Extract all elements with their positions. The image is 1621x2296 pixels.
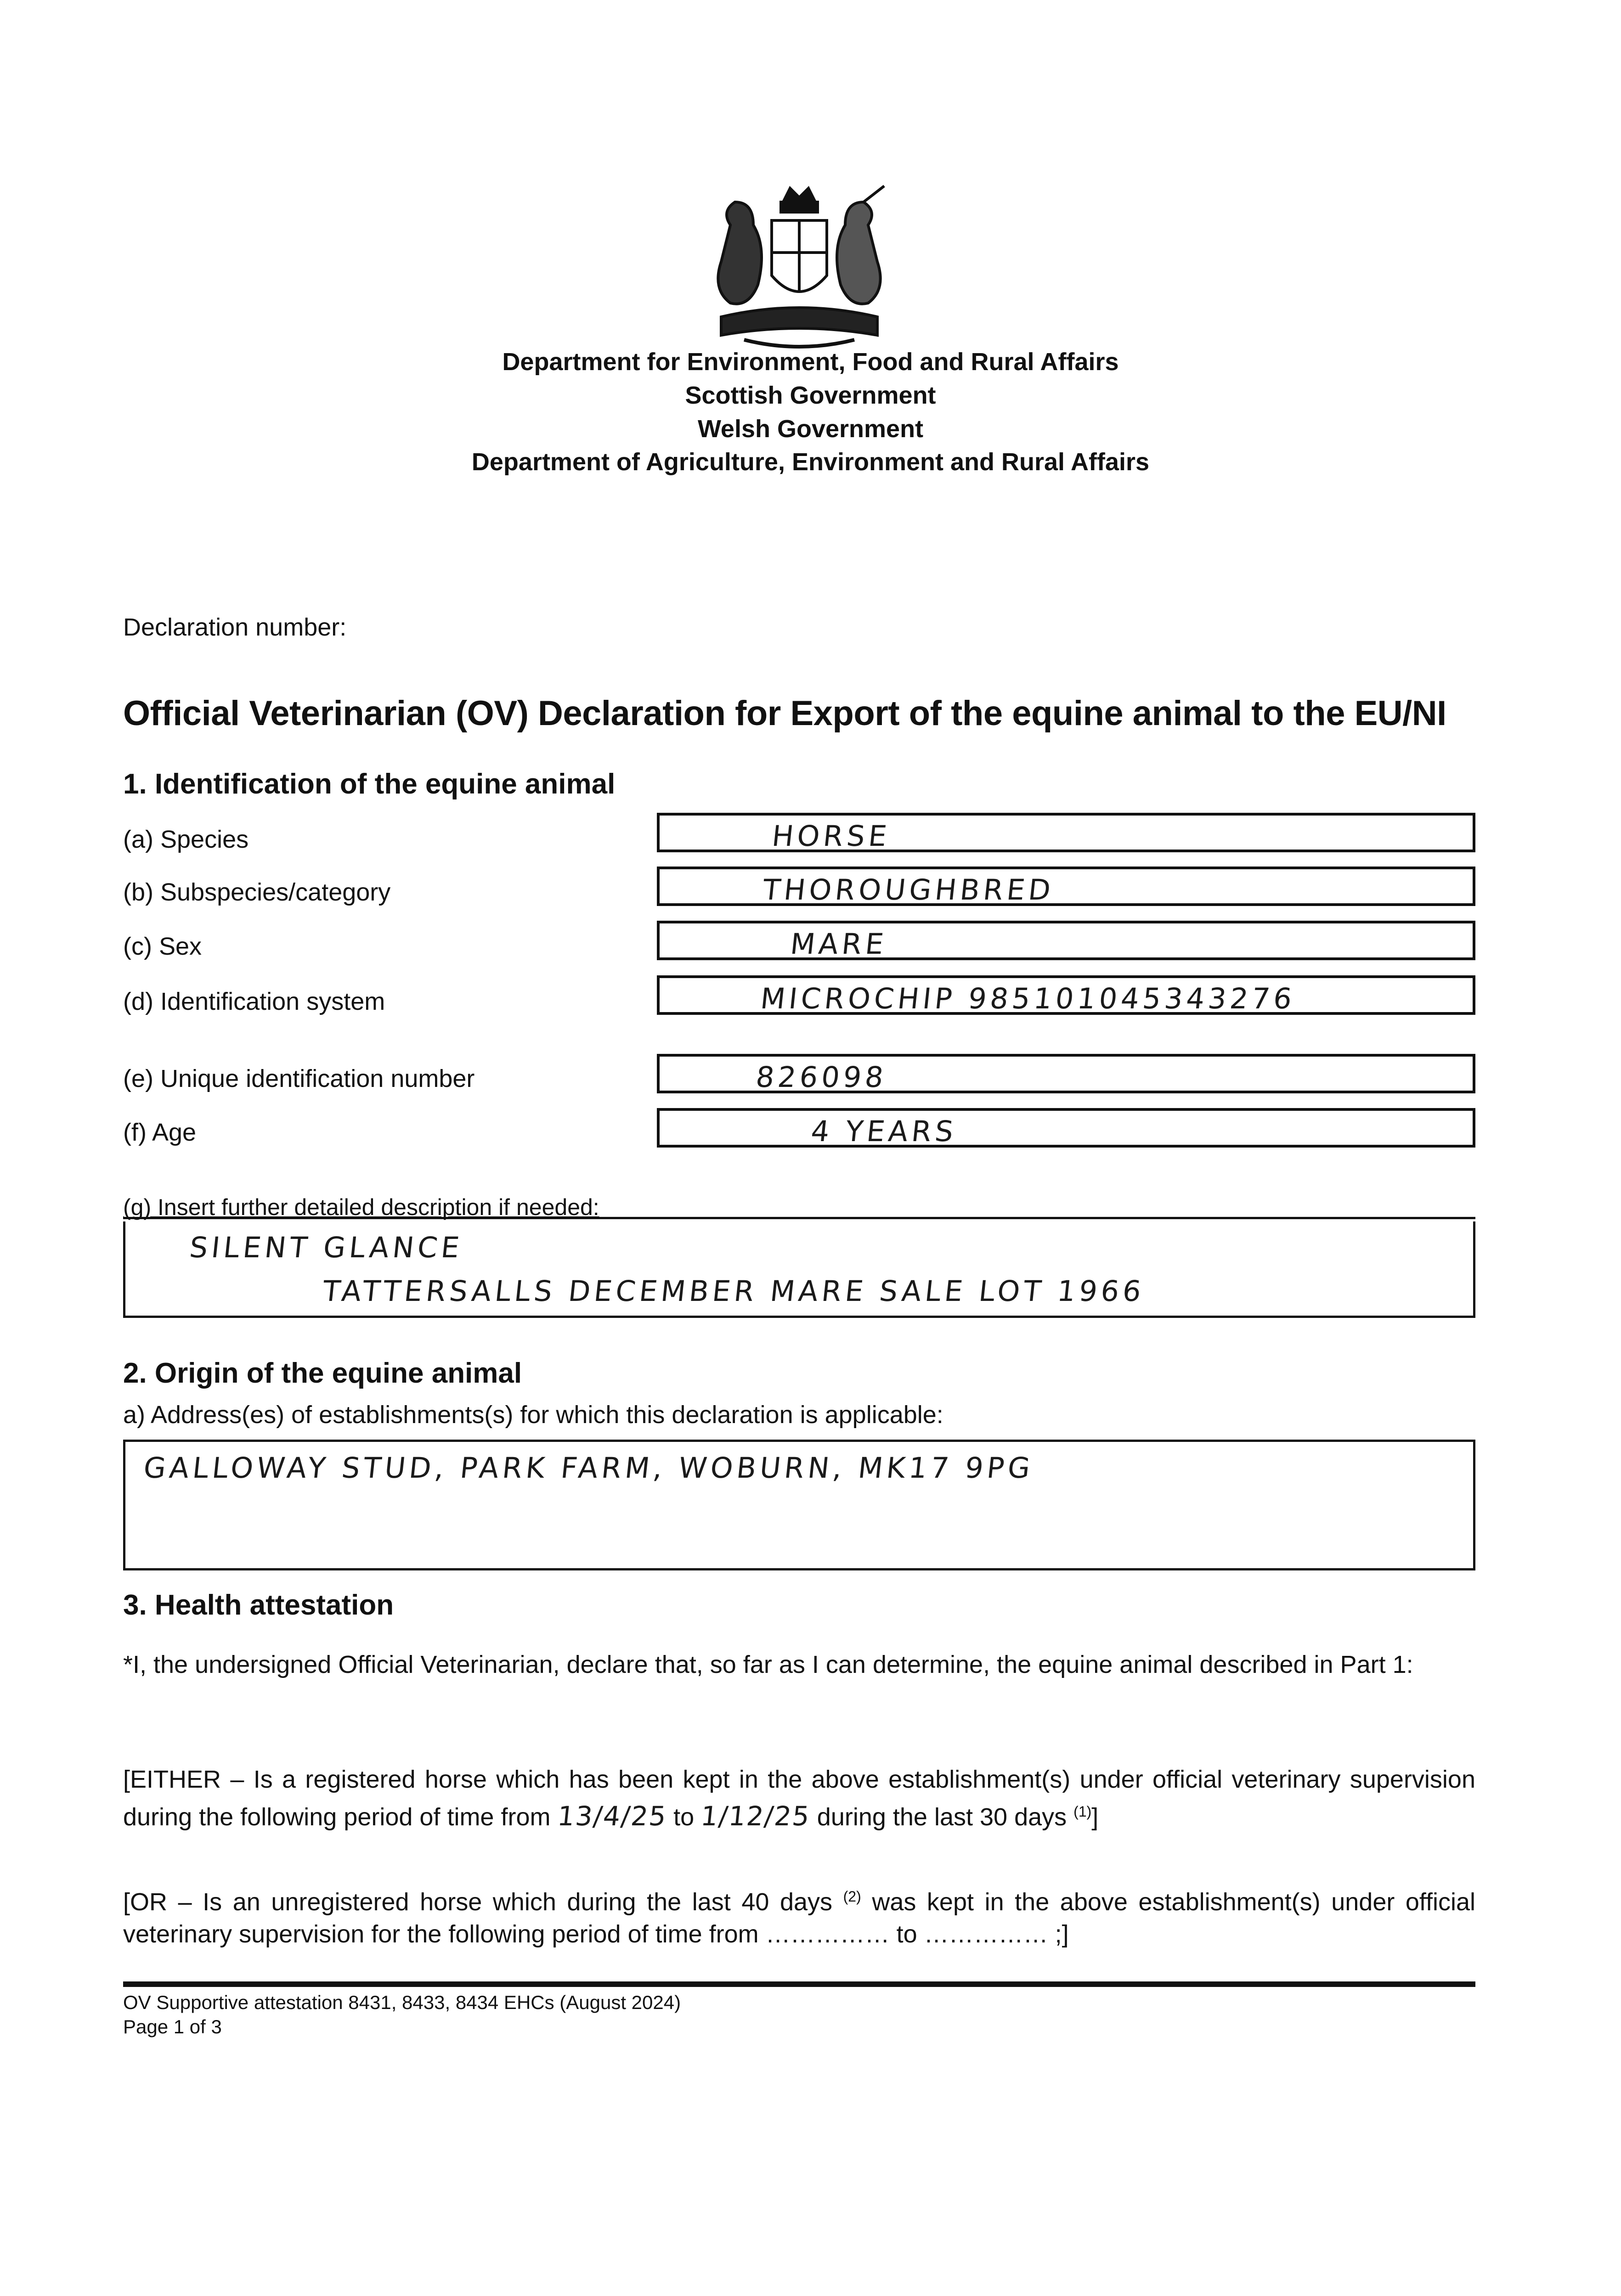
species-value: HORSE: [770, 819, 892, 853]
footer-attestation-ref: OV Supportive attestation 8431, 8433, 8434 EHCs (August 2024): [123, 1992, 681, 2013]
age-field[interactable]: [657, 1108, 1475, 1148]
footer-page-number: Page 1 of 3: [123, 2016, 222, 2037]
subspecies-field[interactable]: [657, 867, 1475, 906]
address-value: GALLOWAY STUD, PARK FARM, WOBURN, MK17 9PG: [142, 1451, 1036, 1485]
or-footnote-ref: (2): [843, 1888, 861, 1905]
either-to-word: to: [673, 1803, 695, 1831]
page-title: Official Veterinarian (OV) Declaration for Export of the equine animal to the EU/NI: [123, 694, 1446, 733]
either-to-date: 1/12/25: [699, 1801, 812, 1832]
description-label: (g) Insert further detailed description if needed:: [123, 1194, 599, 1220]
section-1-heading: 1. Identification of the equine animal: [123, 768, 616, 800]
identification-system-field[interactable]: [657, 975, 1475, 1015]
or-clause: [123, 1880, 1475, 1950]
either-footnote-ref: (1): [1073, 1803, 1092, 1820]
or-clause-tail: was kept in the above establishment(s) under official veterinary supervision for the following period of time from …………… to …………… ;]: [123, 1888, 1475, 1948]
either-clause: [123, 1763, 1475, 1833]
identification-system-label: (d) Identification system: [123, 988, 385, 1015]
sex-field[interactable]: [657, 921, 1475, 960]
footer-divider: [123, 1981, 1475, 1987]
address-field[interactable]: [123, 1440, 1475, 1570]
sex-value: MARE: [789, 927, 889, 961]
health-attestation-intro: *I, the undersigned Official Veterinarian, declare that, so far as I can determine, the equine animal described in Part 1:: [123, 1651, 1413, 1678]
description-divider: [123, 1217, 1475, 1219]
department-name-daera: Department of Agriculture, Environment and Rural Affairs: [471, 448, 1150, 476]
either-clause-text: [EITHER – Is a registered horse which has been kept in the above establishment(s) under official veterinary supervision during the following period of time from: [123, 1766, 1475, 1831]
royal-coat-of-arms-icon: [703, 184, 896, 354]
description-field[interactable]: [123, 1221, 1475, 1318]
unique-id-value: 826098: [754, 1060, 889, 1094]
sex-label: (c) Sex: [123, 933, 202, 960]
age-value: 4 YEARS: [809, 1114, 959, 1148]
description-line-2: TATTERSALLS DECEMBER MARE SALE LOT 1966: [321, 1274, 1147, 1308]
either-from-date: 13/4/25: [555, 1801, 668, 1832]
species-field[interactable]: [657, 813, 1475, 852]
section-2-heading: 2. Origin of the equine animal: [123, 1357, 522, 1389]
either-clause-tail: during the last 30 days: [817, 1803, 1067, 1831]
age-label: (f) Age: [123, 1119, 197, 1146]
either-close-bracket: ]: [1091, 1803, 1099, 1831]
address-label: a) Address(es) of establishments(s) for which this declaration is applicable:: [123, 1401, 943, 1429]
subspecies-label: (b) Subspecies/category: [123, 878, 391, 906]
section-3-heading: 3. Health attestation: [123, 1589, 394, 1621]
or-clause-text: [OR – Is an unregistered horse which during the last 40 days: [123, 1888, 833, 1916]
department-name-scottish-government: Scottish Government: [685, 382, 936, 409]
department-name-defra: Department for Environment, Food and Rural Affairs: [502, 348, 1119, 376]
description-line-1: SILENT GLANCE: [188, 1231, 465, 1264]
identification-system-value: MICROCHIP 985101045343276: [759, 982, 1297, 1015]
department-name-welsh-government: Welsh Government: [697, 415, 924, 443]
unique-id-field[interactable]: [657, 1054, 1475, 1093]
declaration-number-label: Declaration number:: [123, 613, 347, 641]
subspecies-value: THOROUGHBRED: [761, 873, 1056, 906]
unique-id-label: (e) Unique identification number: [123, 1065, 475, 1092]
species-label: (a) Species: [123, 826, 249, 853]
